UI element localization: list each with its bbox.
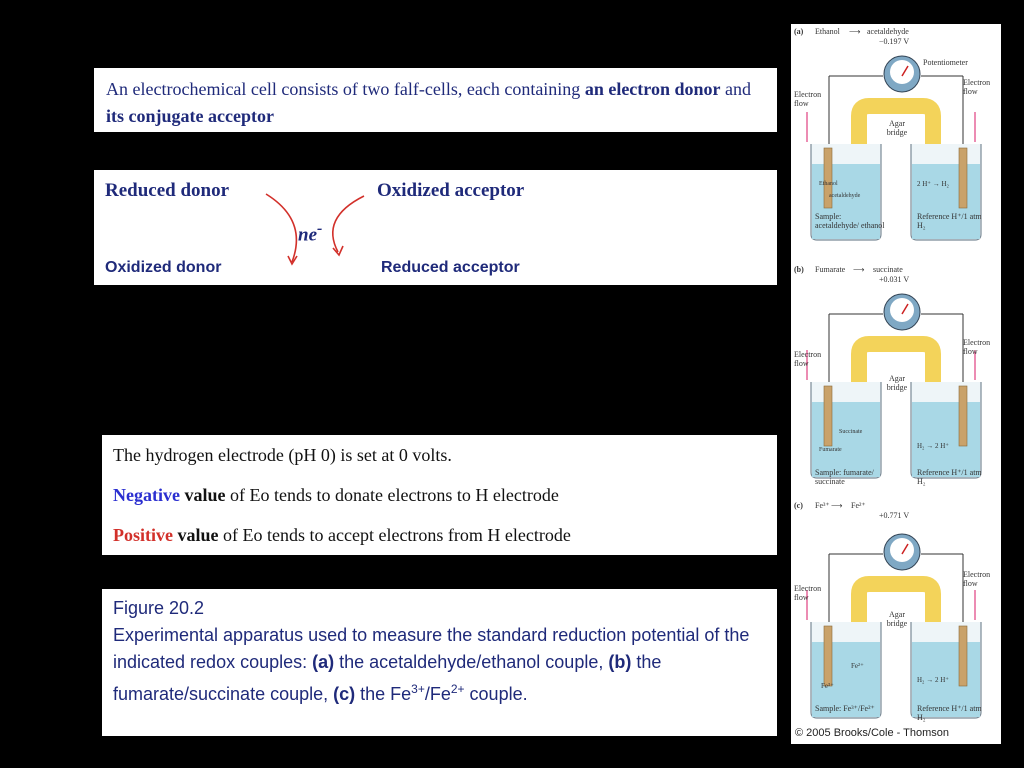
panel-a-reference: Reference H⁺/1 atm H₂ — [917, 212, 982, 230]
hydrogen-line: The hydrogen electrode (pH 0) is set at 0 volts. — [113, 445, 452, 465]
negative-line — [113, 483, 766, 507]
hydrogen-electrode-box — [102, 435, 777, 555]
panel-b-reactant: Fumarate — [815, 265, 846, 274]
intro-text-and: and — [720, 79, 751, 99]
oxidized-donor-label: Oxidized donor — [105, 259, 222, 276]
panel-a-voltage: −0.197 V — [879, 37, 910, 46]
panel-a-bridge: Agar bridge — [886, 119, 908, 137]
negative-rest: of Eo tends to donate electrons to H electrode — [225, 485, 559, 505]
electrochemical-figure — [791, 24, 1001, 744]
panel-a-right-species: 2 H⁺ → H₂ — [917, 180, 949, 188]
panel-c-labels — [791, 498, 1001, 728]
panel-b-product: succinate — [873, 265, 903, 274]
reduced-donor-label: Reduced donor — [105, 180, 230, 201]
panel-b-sample: Sample: fumarate/ succinate — [815, 468, 874, 486]
panel-a-flow-left: Electron flow — [794, 90, 822, 108]
panel-a-product: acetaldehyde — [867, 27, 909, 36]
panel-b-reference: Reference H⁺/1 atm H₂ — [917, 468, 982, 486]
caption-text-5: /Fe — [424, 684, 451, 704]
oxidized-acceptor-label: Oxidized acceptor — [377, 180, 525, 201]
panel-b-labels — [791, 262, 1001, 502]
positive-word: Positive — [113, 525, 173, 545]
panel-b-flow-right: Electron flow — [963, 338, 991, 356]
caption-sup-2: 2+ — [450, 682, 465, 696]
electrons-charge: - — [317, 220, 323, 237]
panel-c-reactant: Fe³⁺ — [815, 501, 830, 510]
panel-c-product: Fe²⁺ — [851, 501, 866, 510]
caption-text-6: couple. — [464, 684, 528, 704]
panel-c-right-species: H₂ → 2 H⁺ — [917, 676, 949, 684]
copyright-notice: © 2005 Brooks/Cole - Thomson — [795, 727, 950, 739]
negative-word: Negative — [113, 485, 180, 505]
figure-caption-box — [102, 589, 777, 736]
panel-a-reactant: Ethanol — [815, 27, 840, 36]
electrons-label — [298, 220, 322, 246]
panel-a-flow-right: Electron flow — [963, 78, 991, 96]
caption-text-2: the acetaldehyde/ethanol couple, — [334, 652, 609, 672]
caption-body — [113, 622, 766, 708]
panel-a-meter-label: Potentiometer — [923, 58, 968, 67]
caption-c: (c) — [333, 684, 356, 704]
panel-c-arrow: ⟶ — [831, 501, 843, 510]
electrons-ne: ne — [298, 224, 317, 246]
panel-c-bridge: Agar bridge — [886, 610, 908, 628]
panel-b-species-2: Fumarate — [819, 447, 842, 453]
panel-a-sample: Sample: acetaldehyde/ ethanol — [815, 212, 885, 230]
panel-a-labels — [791, 24, 1001, 264]
panel-c-flow-right: Electron flow — [963, 570, 991, 588]
panel-a-label: (a) — [794, 27, 804, 36]
panel-a-species-1: Ethanol — [819, 181, 838, 187]
panel-b-right-species: H₂ → 2 H⁺ — [917, 442, 949, 450]
intro-bold-acceptor: its conjugate acceptor — [106, 106, 274, 126]
caption-b: (b) — [608, 652, 632, 672]
caption-sup-1: 3+ — [411, 682, 425, 696]
panel-c-reference: Reference H⁺/1 atm H₂ — [917, 704, 982, 722]
positive-line — [113, 523, 766, 547]
caption-text-3: the fumarate/succinate couple, — [113, 652, 662, 704]
caption-text-1: Experimental apparatus used to measure the standard reduction potential of the indicated redox couples: — [113, 625, 750, 672]
redox-scheme-box — [94, 170, 777, 285]
panel-a-arrow: ⟶ — [849, 27, 861, 36]
panel-c-label: (c) — [794, 501, 803, 510]
panel-a-species-2: acetaldehyde — [829, 193, 861, 199]
intro-box — [94, 68, 777, 132]
caption-a: (a) — [312, 652, 335, 672]
positive-value: value — [173, 525, 219, 545]
intro-bold-donor: an electron donor — [584, 79, 721, 99]
panel-b-label: (b) — [794, 265, 804, 274]
negative-value: value — [179, 485, 226, 505]
caption-title: Figure 20.2 — [113, 598, 205, 618]
intro-text: An electrochemical cell consists of two falf-cells, each containing — [106, 79, 585, 99]
panel-c-species-1: Fe²⁺ — [851, 662, 864, 670]
panel-c-flow-left: Electron flow — [794, 584, 822, 602]
panel-b-flow-left: Electron flow — [794, 350, 822, 368]
panel-c-species-2: Fe³⁺ — [821, 682, 834, 690]
panel-c-sample: Sample: Fe³⁺/Fe²⁺ — [815, 704, 875, 713]
panel-b-arrow: ⟶ — [853, 265, 865, 274]
panel-b-voltage: +0.031 V — [879, 275, 910, 284]
panel-b-bridge: Agar bridge — [886, 374, 908, 392]
panel-c-voltage: +0.771 V — [879, 511, 910, 520]
positive-rest: of Eo tends to accept electrons from H electrode — [218, 525, 571, 545]
panel-b-species-1: Succinate — [839, 429, 863, 435]
reduced-acceptor-label: Reduced acceptor — [381, 259, 520, 276]
caption-text-4: the Fe — [355, 684, 412, 704]
